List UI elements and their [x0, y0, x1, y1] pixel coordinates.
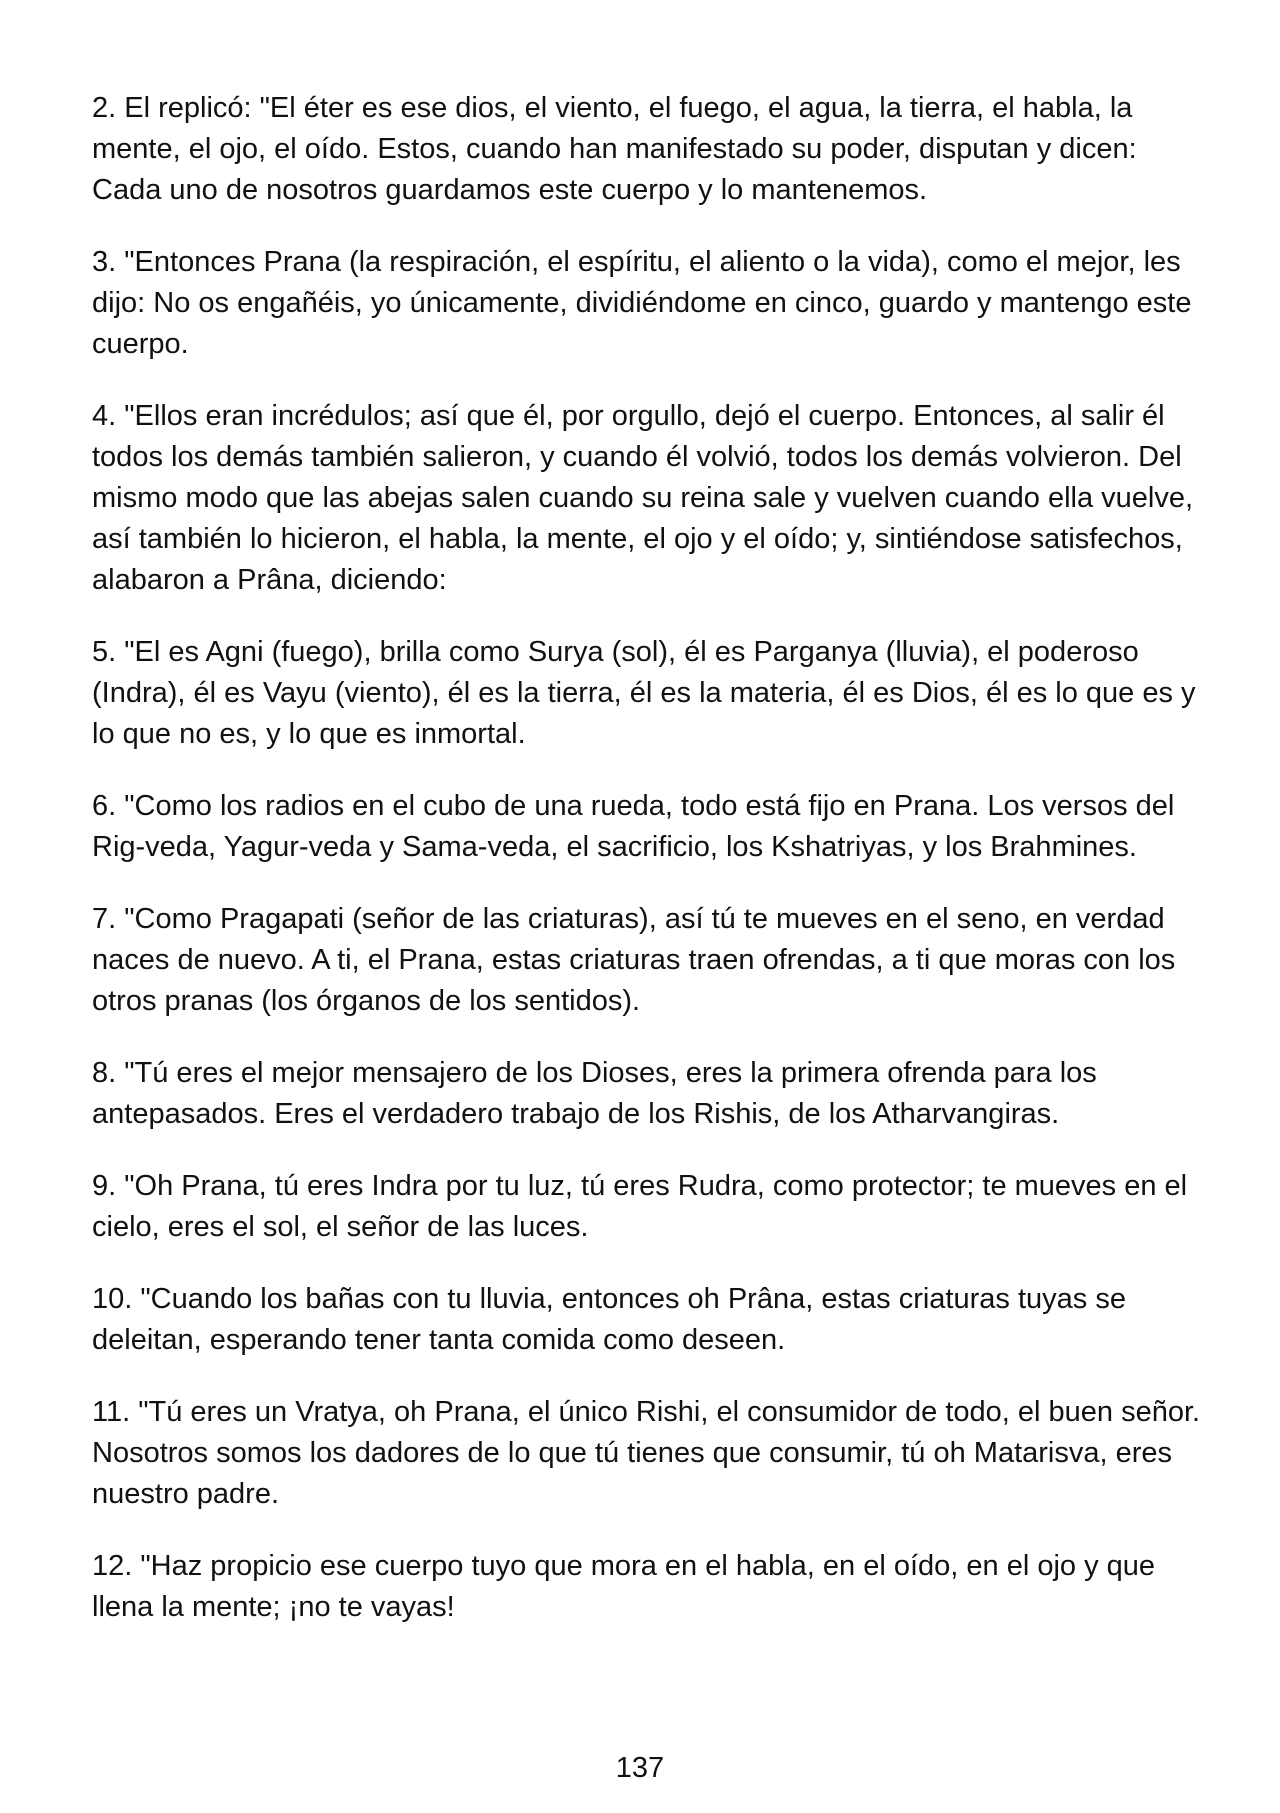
paragraph-10: 10. "Cuando los bañas con tu lluvia, entonces oh Prâna, estas criaturas tuyas se deleitan, esperando tener tanta comida como deseen.	[92, 1283, 1126, 1356]
paragraph-8: 8. "Tú eres el mejor mensajero de los Dioses, eres la primera ofrenda para los antepasados. Eres el verdadero trabajo de los Rishis, de los Atharvangiras.	[92, 1057, 1097, 1130]
paragraph-6: 6. "Como los radios en el cubo de una rueda, todo está fijo en Prana. Los versos del Rig-veda, Yagur-veda y Sama-veda, el sacrificio, los Kshatriyas, y los Brahmines.	[92, 790, 1175, 863]
page-number: 137	[615, 1752, 665, 1784]
paragraph-12: 12. "Haz propicio ese cuerpo tuyo que mora en el habla, en el oído, en el ojo y que llena la mente; ¡no te vayas!	[92, 1550, 1156, 1623]
paragraph-3: 3. "Entonces Prana (la respiración, el espíritu, el aliento o la vida), como el mejor, les dijo: No os engañéis, yo únicamente, dividiéndome en cinco, guardo y mantengo este cuerpo.	[92, 246, 1192, 360]
paragraph-5: 5. "El es Agni (fuego), brilla como Surya (sol), él es Parganya (lluvia), el poderoso (Indra), él es Vayu (viento), él es la tierra, él es la materia, él es Dios, él es lo que es y lo que no es, y lo que es inmortal.	[92, 636, 1196, 750]
paragraph-9: 9. "Oh Prana, tú eres Indra por tu luz, tú eres Rudra, como protector; te mueves en el cielo, eres el sol, el señor de las luces.	[92, 1170, 1188, 1243]
paragraph-11: 11. "Tú eres un Vratya, oh Prana, el único Rishi, el consumidor de todo, el buen señor. Nosotros somos los dadores de lo que tú tienes que consumir, tú oh Matarisva, eres nuestro padre.	[92, 1396, 1201, 1510]
paragraph-4: 4. "Ellos eran incrédulos; así que él, por orgullo, dejó el cuerpo. Entonces, al salir él todos los demás también salieron, y cuando él volvió, todos los demás volvieron. Del mismo modo que las abejas salen cuando su reina sale y vuelven cuando ella vuelve, así también lo hicieron, el habla, la mente, el ojo y el oído; y, sintiéndose satisfechos, alabaron a Prâna, diciendo:	[92, 400, 1194, 596]
page-body	[92, 88, 1202, 1659]
paragraph-7: 7. "Como Pragapati (señor de las criaturas), así tú te mueves en el seno, en verdad naces de nuevo. A ti, el Prana, estas criaturas traen ofrendas, a ti que moras con los otros pranas (los órganos de los sentidos).	[92, 903, 1176, 1017]
paragraph-2: 2. El replicó: "El éter es ese dios, el viento, el fuego, el agua, la tierra, el habla, la mente, el ojo, el oído. Estos, cuando han manifestado su poder, disputan y dicen: Cada uno de nosotros guardamos este cuerpo y lo mantenemos.	[92, 92, 1137, 206]
